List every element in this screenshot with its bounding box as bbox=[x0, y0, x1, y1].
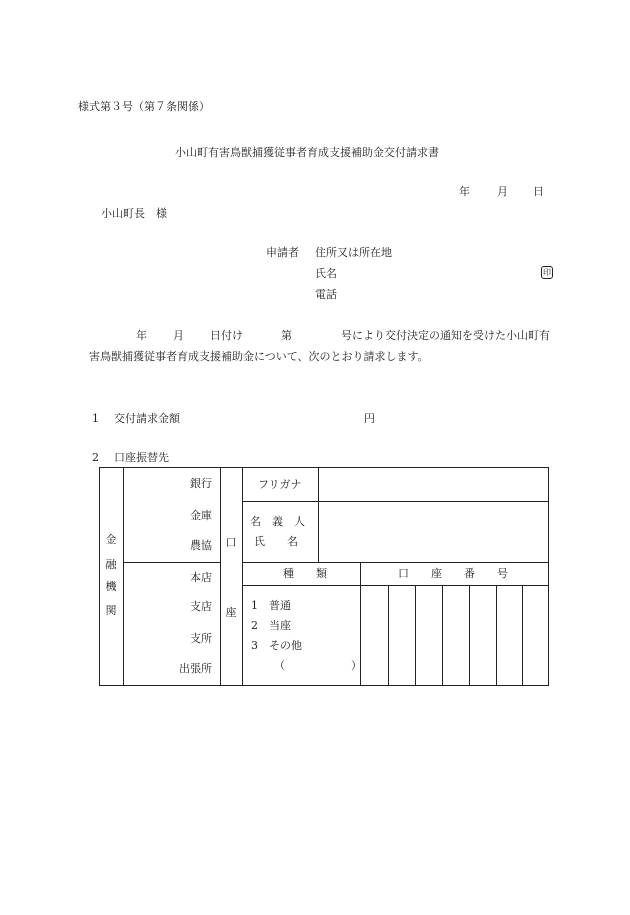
digit-divider bbox=[496, 585, 497, 686]
phone-label: 電話 bbox=[315, 288, 337, 301]
applicant-label: 申請者 bbox=[266, 246, 299, 259]
address-label: 住所又は所在地 bbox=[315, 246, 392, 259]
koza-char: 座 bbox=[225, 606, 237, 619]
bank-type-label: 銀行 bbox=[190, 477, 212, 490]
digit-divider bbox=[388, 585, 389, 686]
addressee: 小山町長 様 bbox=[101, 207, 167, 220]
divider-furigana bbox=[242, 501, 549, 502]
bank-type-label: 金庫 bbox=[190, 509, 212, 522]
table-border-right bbox=[548, 467, 549, 686]
divider-koza bbox=[242, 467, 243, 686]
branch-type-label: 本店 bbox=[190, 571, 212, 584]
kinyu-char: 関 bbox=[105, 604, 117, 617]
account-type-option: 2 当座 bbox=[251, 619, 291, 632]
digit-divider bbox=[469, 585, 470, 686]
form-number: 様式第３号（第７条関係） bbox=[78, 100, 210, 113]
digit-divider bbox=[442, 585, 443, 686]
divider-bank-branch bbox=[123, 562, 221, 563]
date-day-label: 日 bbox=[533, 185, 544, 198]
account-type-option: 3 その他 bbox=[251, 639, 302, 652]
item2-number: 2 bbox=[92, 451, 99, 464]
seal-mark: 印 bbox=[543, 268, 551, 277]
bank-type-label: 農協 bbox=[190, 539, 212, 552]
kinyu-char: 融 bbox=[105, 558, 117, 571]
item2-label: 口座振替先 bbox=[114, 451, 169, 464]
body-line1-rest: 号により交付決定の通知を受けた小山町有 bbox=[341, 329, 550, 342]
divider-name-header bbox=[318, 467, 319, 563]
kinyu-char: 機 bbox=[105, 580, 117, 593]
furigana-label: フリガナ bbox=[258, 478, 302, 491]
date-year-label: 年 bbox=[459, 185, 470, 198]
table-border-bottom bbox=[99, 685, 549, 686]
table-border-left bbox=[99, 467, 100, 686]
name-label: 氏名 bbox=[315, 267, 337, 280]
digit-divider bbox=[522, 585, 523, 686]
body-dai-label: 第 bbox=[281, 329, 292, 342]
account-number-header: 口 座 番 号 bbox=[398, 567, 508, 580]
item1-label: 交付請求金額 bbox=[114, 412, 180, 425]
account-type-header: 種 類 bbox=[283, 567, 327, 580]
divider-bank-names bbox=[220, 467, 221, 686]
koza-char: 口 bbox=[225, 536, 237, 549]
digit-divider bbox=[415, 585, 416, 686]
item1-unit: 円 bbox=[364, 412, 375, 425]
other-paren: （ ） bbox=[274, 659, 362, 672]
body-day-label: 日付け bbox=[210, 329, 243, 342]
branch-type-label: 出張所 bbox=[179, 662, 212, 675]
divider-kinyu bbox=[123, 467, 124, 686]
branch-type-label: 支店 bbox=[190, 600, 212, 613]
divider-meigi bbox=[242, 562, 549, 563]
branch-type-label: 支所 bbox=[190, 632, 212, 645]
date-month-label: 月 bbox=[497, 185, 508, 198]
body-month-label: 月 bbox=[173, 329, 184, 342]
body-line2: 害鳥獣捕獲従事者育成支援補助金について、次のとおり請求します。 bbox=[89, 350, 429, 363]
divider-header-row bbox=[242, 585, 549, 586]
account-type-option: 1 普通 bbox=[251, 599, 291, 612]
page-title: 小山町有害鳥獣捕獲従事者育成支援補助金交付請求書 bbox=[175, 146, 439, 159]
kinyu-char: 金 bbox=[105, 533, 117, 546]
shimei-label: 氏 名 bbox=[254, 535, 298, 548]
table-border-top bbox=[99, 467, 549, 468]
item1-number: 1 bbox=[92, 412, 99, 425]
meigi-label: 名 義 人 bbox=[250, 515, 305, 528]
body-year-label: 年 bbox=[136, 329, 147, 342]
